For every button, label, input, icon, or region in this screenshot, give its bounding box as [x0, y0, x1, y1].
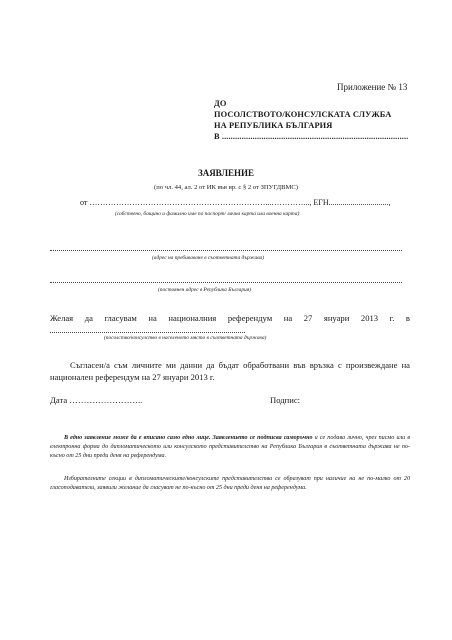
- date-label: Дата ……………………..: [50, 395, 143, 405]
- caption-residence: (адрес на пребиваване в съответната държава): [152, 255, 264, 261]
- note-single-person: [50, 434, 410, 462]
- caption-permanent: (постоянен адрес в Република България): [158, 287, 252, 293]
- note-polling-sections: Избирателните секции в дипломатическите/консулските представителства се образуват при наличие на не по-малко от 20 гласоподаватели, заявили желание да гласуват не по-късно от 25 дни преди деня на референдума.: [50, 476, 410, 492]
- consent-line-1: Съгласен/а съм личните ми данни да бъдат обработвани във връзка с произвеждане на: [70, 360, 410, 370]
- addressee-line-1: ДО: [214, 99, 227, 108]
- consent-line-2: национален референдум на 27 януари 2013 г.: [50, 372, 215, 382]
- caption-embassy: (посолство/консулство в населеното място в съответната държава): [104, 335, 267, 341]
- signature-label: Подпис:: [270, 395, 301, 405]
- embassy-line: [50, 332, 245, 333]
- permanent-address-line: [50, 282, 402, 283]
- note-single-person-rest: и се подава лично, чрез писмо или в електронна форма до дипломатическото или консулското представителство на Република България в съответната държава не по-късно от 25 дни преди деня на референдума.: [50, 435, 410, 460]
- document-title: ЗАЯВЛЕНИЕ: [197, 168, 255, 178]
- addressee-line-3: НА РЕПУБЛИКА БЪЛГАРИЯ: [214, 121, 333, 130]
- caption-name: (собствено, бащино и фамилно име по паспорт/ лична карта или военна карта): [115, 211, 300, 217]
- addressee-line-4: В .....................................................................................: [214, 132, 409, 141]
- residence-address-line: [50, 250, 402, 251]
- vote-line: Желая да гласувам на националния референдум на 27 януари 2013 г. в: [50, 313, 410, 323]
- legal-basis: (по чл. 44, ал. 2 от ИК във вр. с § 2 от ЗПУГДВМС): [154, 184, 298, 191]
- applicant-line: от …………………………………………………………...…………..., ЕГН..............................,: [80, 198, 391, 207]
- annex-number: Приложение № 13: [337, 82, 408, 92]
- addressee-line-2: ПОСОЛСТВОТО/КОНСУЛСКАТА СЛУЖБА: [214, 110, 392, 119]
- note-single-person-bold: В едно заявление може да е вписано само едно лице. Заявлението се подписва саморъчно: [64, 435, 313, 441]
